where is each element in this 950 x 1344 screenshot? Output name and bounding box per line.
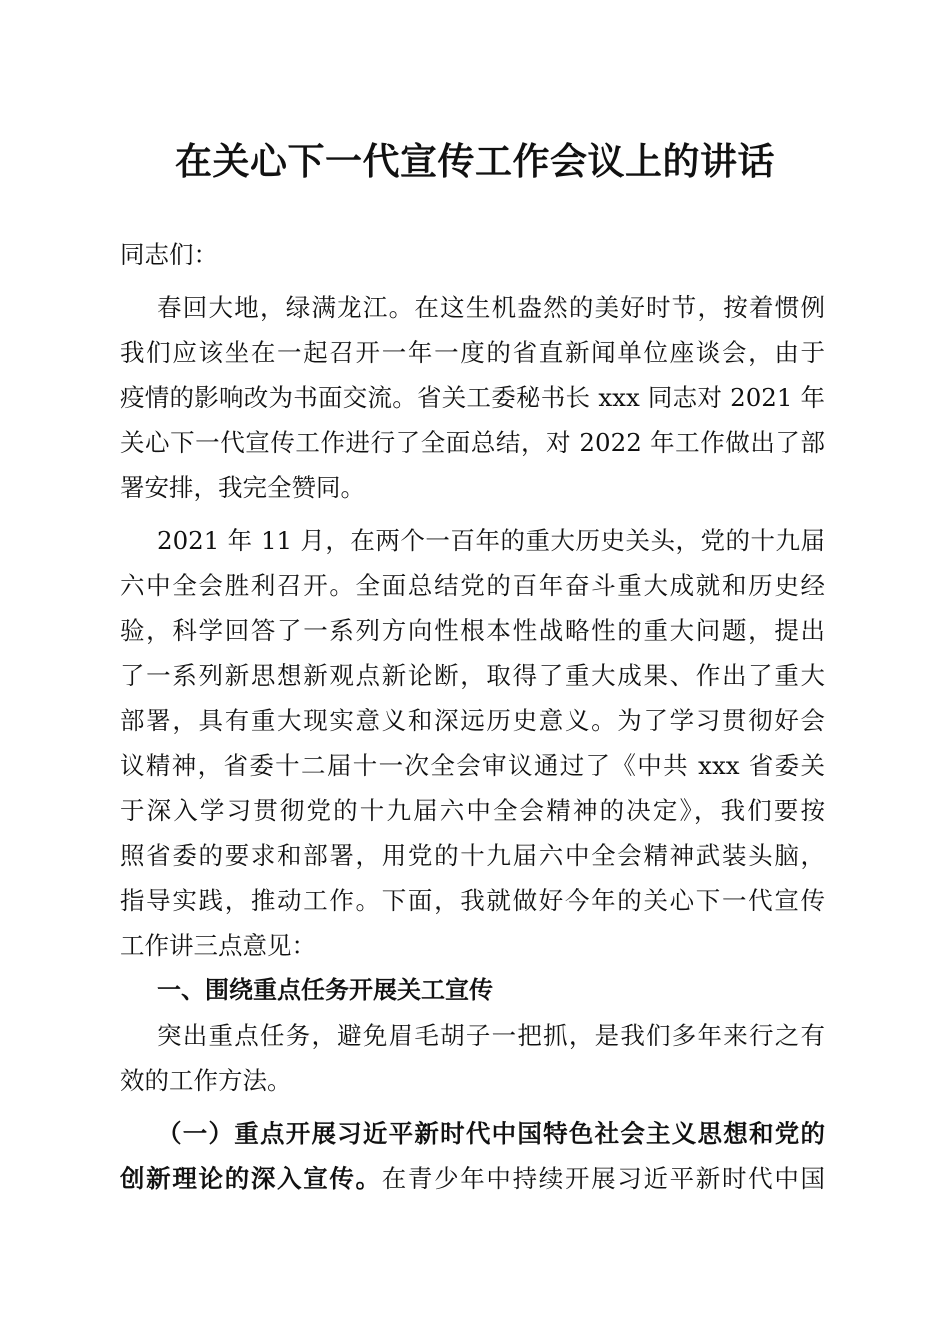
paragraph-2-line: 部署，具有重大现实意义和深远历史意义。为了学习贯彻好会 [120, 706, 825, 735]
paragraph-3-line: 突出重点任务，避免眉毛胡子一把抓，是我们多年来行之有 [157, 1021, 825, 1050]
salutation: 同志们： [120, 240, 218, 269]
document-title: 在关心下一代宣传工作会议上的讲话 [175, 139, 775, 183]
paragraph-4-line [120, 1156, 825, 1201]
paragraph-2-line: 2021 年 11 月，在两个一百年的重大历史关头，党的十九届 [157, 526, 825, 555]
document-body [120, 232, 825, 1201]
paragraph-1-line: 疫情的影响改为书面交流。省关工委秘书长 xxx 同志对 2021 年 [120, 383, 825, 412]
paragraph-4-text: 在青少年中持续开展习近平新时代中国 [381, 1164, 826, 1193]
paragraph-2-line: 指导实践，推动工作。下面，我就做好今年的关心下一代宣传 [120, 886, 825, 915]
paragraph-1-line: 春回大地，绿满龙江。在这生机盎然的美好时节，按着惯例 [157, 293, 825, 322]
paragraph-2-line: 工作讲三点意见： [120, 931, 316, 960]
paragraph-2-line: 了一系列新思想新观点新论断，取得了重大成果、作出了重大 [120, 661, 825, 690]
subsection-heading-1-cont: 创新理论的深入宣传。 [120, 1164, 382, 1193]
paragraph-1-line: 关心下一代宣传工作进行了全面总结，对 2022 年工作做出了部 [120, 428, 825, 457]
paragraph-2-line: 议精神，省委十二届十一次全会审议通过了《中共 xxx 省委关 [120, 751, 825, 780]
paragraph-2-line: 于深入学习贯彻党的十九届六中全会精神的决定》，我们要按 [120, 796, 825, 825]
paragraph-3-line: 效的工作方法。 [120, 1066, 292, 1095]
paragraph-2-line: 六中全会胜利召开。全面总结党的百年奋斗重大成就和历史经 [120, 571, 825, 600]
subsection-heading-1: （一）重点开展习近平新时代中国特色社会主义思想和党的 [157, 1119, 825, 1148]
paragraph-1-line: 我们应该坐在一起召开一年一度的省直新闻单位座谈会，由于 [120, 338, 825, 367]
paragraph-1-line: 署安排，我完全赞同。 [120, 473, 365, 502]
section-heading-1: 一、围绕重点任务开展关工宣传 [157, 976, 493, 1004]
paragraph-2-line: 照省委的要求和部署，用党的十九届六中全会精神武装头脑， [120, 841, 825, 870]
paragraph-2-line: 验，科学回答了一系列方向性根本性战略性的重大问题，提出 [120, 616, 825, 645]
